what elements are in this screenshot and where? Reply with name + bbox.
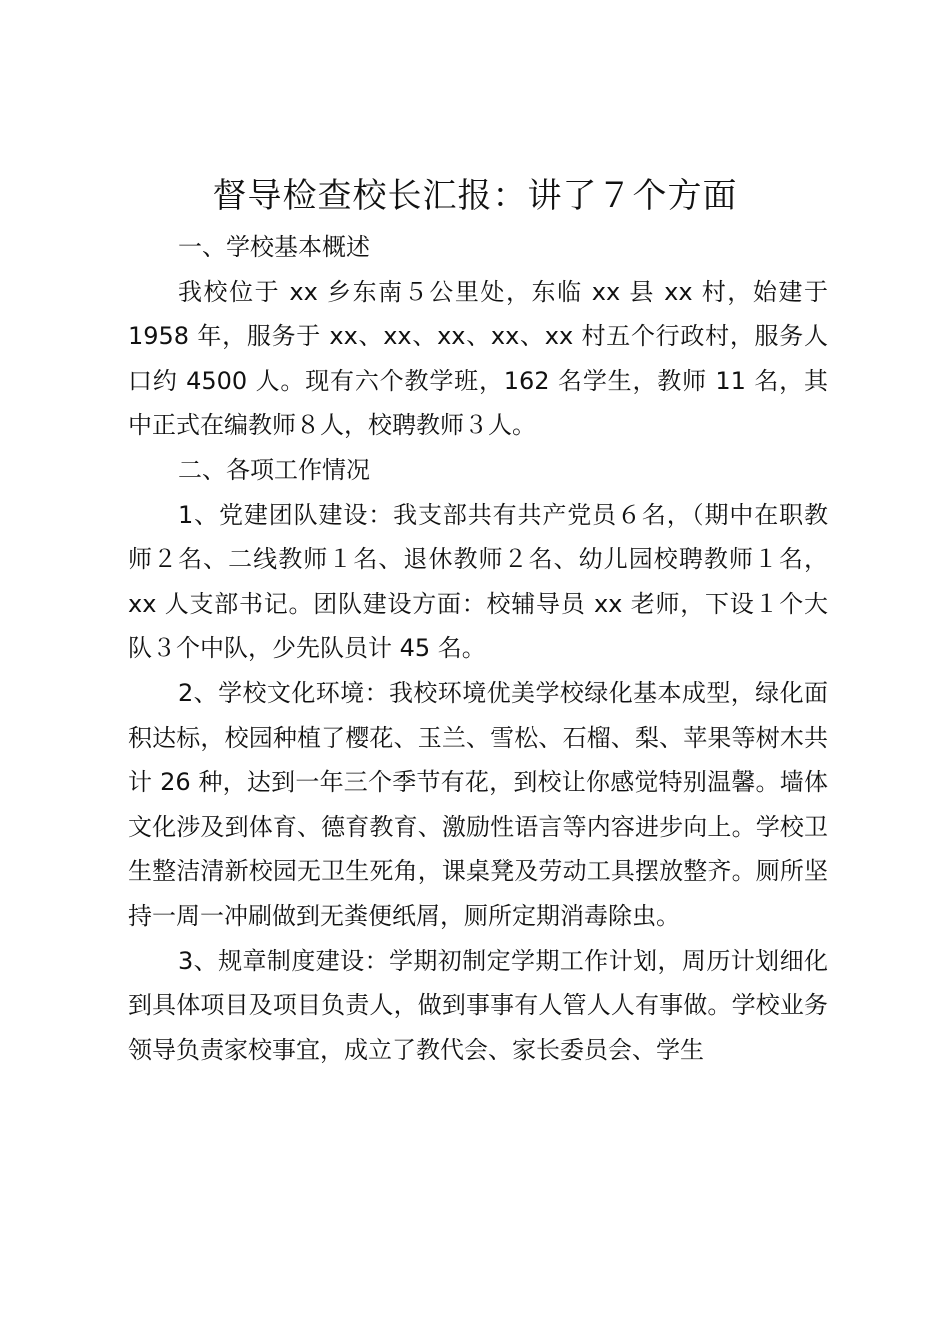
paragraph-party-building: 1、党建团队建设：我支部共有共产党员６名，（期中在职教师２名、二线教师１名、退休教师２名、幼儿园校聘教师１名，xx 人支部书记。团队建设方面：校辅导员 xx 老师，下设１个大队３个中队，少先队员计 45 名。 xyxy=(128,500,828,663)
document-body xyxy=(128,225,828,1072)
paragraph-school-overview: 我校位于 xx 乡东南５公里处，东临 xx 县 xx 村，始建于1958 年，服务于 xx、xx、xx、xx、xx 村五个行政村，服务人口约 4500 人。现有六个教学班，162 名学生，教师 11 名，其中正式在编教师８人，校聘教师３人。 xyxy=(128,277,828,440)
document-title: 督导检查校长汇报：讲了７个方面 xyxy=(212,176,738,216)
paragraph-regulations: 3、规章制度建设：学期初制定学期工作计划，周历计划细化到具体项目及项目负责人，做到事事有人管人人有事做。学校业务领导负责家校事宜，成立了教代会、家长委员会、学生 xyxy=(128,946,828,1064)
section-heading-overview: 一、学校基本概述 xyxy=(178,233,370,261)
paragraph-campus-culture: 2、学校文化环境：我校环境优美学校绿化基本成型，绿化面积达标，校园种植了樱花、玉兰、雪松、石榴、梨、苹果等树木共计 26 种，达到一年三个季节有花，到校让你感觉特别温馨。墙体文化涉及到体育、德育教育、激励性语言等内容进步向上。学校卫生整洁清新校园无卫生死角，课桌凳及劳动工具摆放整齐。厕所坚持一周一冲刷做到无粪便纸屑，厕所定期消毒除虫。 xyxy=(128,678,828,930)
section-heading-work-status: 二、各项工作情况 xyxy=(178,455,370,484)
